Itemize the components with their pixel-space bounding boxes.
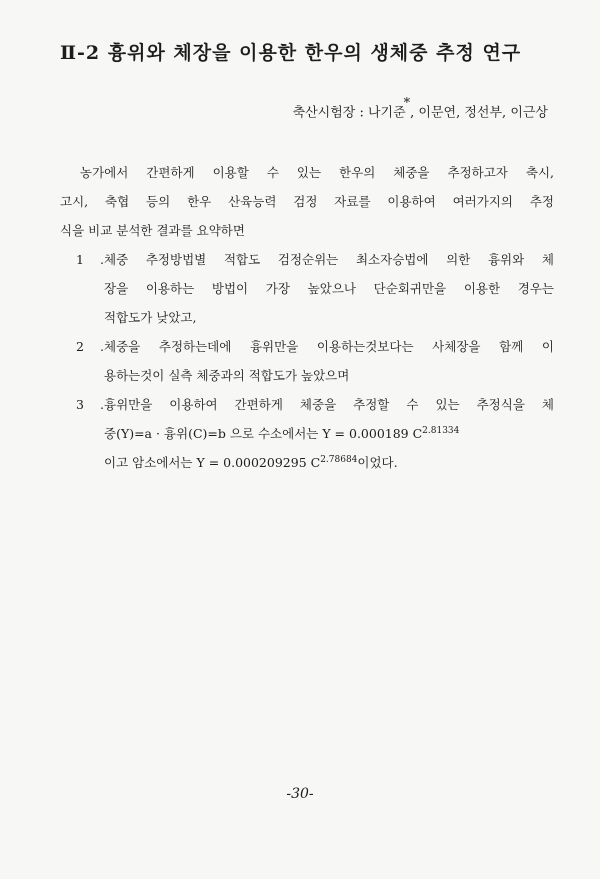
list-item-text: 적합도가 낮았고, xyxy=(104,310,197,325)
abstract-body xyxy=(60,158,554,477)
list-item-1 xyxy=(60,245,554,332)
page-number: -30- xyxy=(286,786,314,802)
formula-line-cow xyxy=(60,448,554,477)
authors-rest: , 이문연, 정선부, 이근상 xyxy=(410,105,548,121)
list-item-text: 장을 이용하는 방법이 가장 높았으나 단순회귀만을 이용한 경우는 xyxy=(104,281,554,296)
list-item-text: 체중을 추정하는데에 흉위만을 이용하는것보다는 사체장을 함께 이 xyxy=(104,339,554,354)
formula-cow-exponent: 2.78684 xyxy=(320,455,358,465)
list-item-text: 흉위만을 이용하여 간편하게 체중을 추정할 수 있는 추정식을 체 xyxy=(104,397,554,412)
author-line xyxy=(292,96,548,121)
paper-title: Ⅱ-2 흉위와 체장을 이용한 한우의 생체중 추정 연구 xyxy=(60,42,522,64)
formula-bull-text: 중(Y)=a · 흉위(C)=b 으로 수소에서는 Y = 0.000189 C xyxy=(104,426,423,441)
list-item-text: 용하는것이 실측 체중과의 적합도가 높았으며 xyxy=(104,368,350,383)
formula-line-bull xyxy=(60,419,554,448)
list-item-number: 3 . xyxy=(76,397,104,412)
list-item-3 xyxy=(60,390,554,477)
intro-line-3: 식을 비교 분석한 결과를 요약하면 xyxy=(60,223,245,238)
list-item-number: 2 . xyxy=(76,339,104,354)
list-item-text: 체중 추정방법별 적합도 검정순위는 최소자승법에 의한 흉위와 체 xyxy=(104,252,554,267)
intro-line-1: 농가에서 간편하게 이용할 수 있는 한우의 체중을 추정하고자 축시, xyxy=(80,165,554,180)
list-item-number: 1 . xyxy=(76,252,104,267)
intro-line-2: 고시, 축협 등의 한우 산육능력 검정 자료를 이용하여 여러가지의 추정 xyxy=(60,194,554,209)
formula-bull-exponent: 2.81334 xyxy=(422,426,460,436)
formula-cow-text: 이고 암소에서는 Y = 0.000209295 C xyxy=(104,455,321,470)
authors-prefix: 축산시험장 : 나기준 xyxy=(292,105,406,121)
corresponding-author-mark: * xyxy=(403,96,411,111)
formula-cow-tail: 이었다. xyxy=(357,455,398,470)
list-item-2 xyxy=(60,332,554,390)
